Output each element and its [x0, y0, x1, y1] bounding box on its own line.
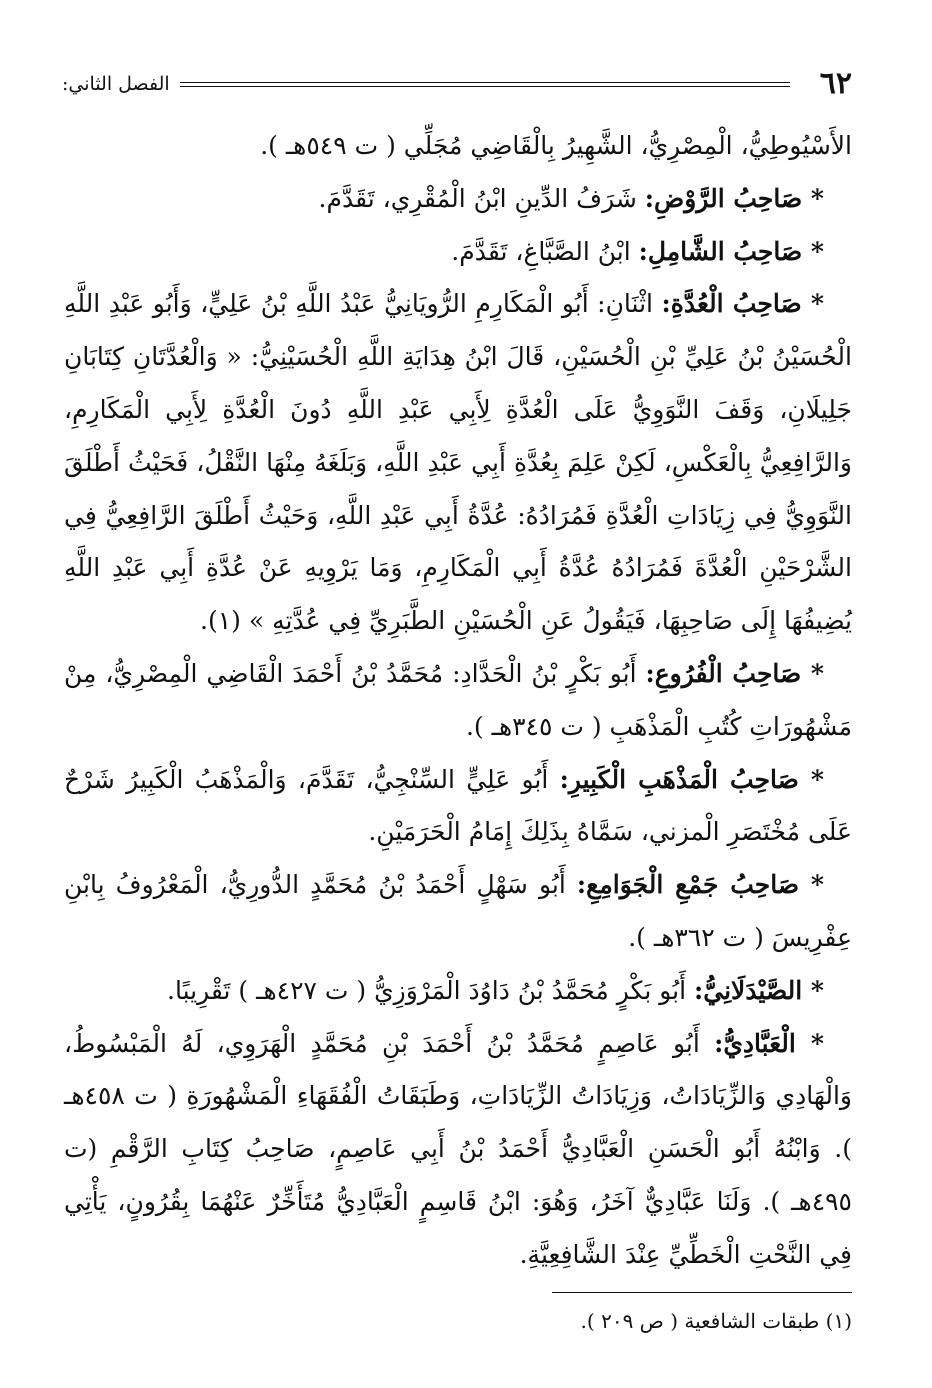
- header-rule: [180, 82, 790, 87]
- paragraph: [64, 1018, 852, 1282]
- main-text: [64, 120, 852, 1282]
- paragraph: [64, 173, 852, 226]
- paragraph: [64, 278, 852, 648]
- page-header: [62, 64, 852, 104]
- entry-text: أَبُو عَاصِمٍ مُحَمَّدُ بْنُ أَحْمَدَ بْنِ مُحَمَّدٍ الْهَرَوِي، لَهُ الْمَبْسُوطُ، وَالْهَادِي وَالزِّيَادَاتُ، وَزِيَادَاتُ الزِّيَادَاتِ، وَطَبَقَاتُ الْفُقَهَاءِ الْمَشْهُورَةِ ( ت ٤٥٨هـ ). وَابْنُهُ أَبُو الْحَسَنِ الْعَبَّادِيُّ أَحْمَدُ بْنُ أَبِي عَاصِمٍ، صَاحِبُ كِتَابِ الرَّقْمِ (ت ٤٩٥هـ ). وَلَنَا عَبَّادِيٌّ آخَرُ، وَهُوَ: ابْنُ قَاسِمٍ الْعَبَّادِيُّ مُتَأَخِّرٌ عَنْهُمَا بِقُرُونٍ، يَأْتِي فِي النَّحْتِ الْخَطِّيِّ عِنْدَ الشَّافِعِيَّةِ.: [64, 1028, 852, 1269]
- entry-term: * صَاحِبُ الشَّامِلِ:: [638, 236, 824, 266]
- paragraph: [64, 965, 852, 1018]
- entry-text: أَبُو سَهْلٍ أَحْمَدُ بْنُ مُحَمَّدٍ الدُّورِيُّ، الْمَعْرُوفُ بِابْنِ عِفْرِيسَ ( ت ٣٦٢هـ ).: [64, 870, 852, 952]
- chapter-title: الفصل الثاني:: [62, 73, 170, 95]
- footnote: (١) طبقات الشافعية ( ص ٢٠٩ ).: [580, 1309, 852, 1333]
- entry-term: * صَاحِبُ الرَّوْضِ:: [644, 183, 824, 213]
- entry-text: الأَسْيُوطِيُّ، الْمِصْرِيُّ، الشَّهِيرُ بِالْقَاضِي مُجَلِّي ( ت ٥٤٩هـ ).: [260, 131, 852, 160]
- entry-term: * صَاحِبُ جَمْعِ الْجَوَامِعِ:: [576, 870, 825, 900]
- entry-text: ابْنُ الصَّبَّاغِ، تَقَدَّمَ.: [451, 236, 639, 266]
- entry-term: * الصَّيْدَلَانِيُّ:: [694, 975, 824, 1005]
- footnote-rule: [552, 1292, 852, 1293]
- entry-text: شَرَفُ الدِّينِ ابْنُ الْمُقْرِي، تَقَدَّمَ.: [318, 183, 645, 213]
- entry-term: * صَاحِبُ الْمَذْهَبِ الْكَبِيرِ:: [559, 764, 824, 794]
- paragraph: [64, 648, 852, 754]
- page-number: ٦٢: [819, 66, 852, 101]
- paragraph: [64, 754, 852, 860]
- paragraph: [64, 859, 852, 965]
- entry-text: أَبُو بَكْرٍ مُحَمَّدُ بْنُ دَاوُدَ الْمَرْوَزِيُّ ( ت ٤٢٧هـ ) تَقْرِيبًا.: [167, 975, 695, 1005]
- entry-term: * الْعَبَّادِيُّ:: [714, 1028, 824, 1058]
- entry-term: * صَاحِبُ الْعُدَّةِ:: [661, 289, 824, 319]
- entry-term: * صَاحِبُ الْفُرُوعِ:: [645, 658, 824, 688]
- paragraph: [64, 226, 852, 279]
- paragraph: [64, 120, 852, 173]
- entry-text: اثْنَانِ: أَبُو الْمَكَارِمِ الرُّويَانِيُّ عَبْدُ اللَّهِ بْنُ عَلِيٍّ، وَأَبُو عَبْدِ اللَّهِ الْحُسَيْنُ بْنُ عَلِيِّ بْنِ الْحُسَيْنِ، قَالَ ابْنُ هِدَايَةِ اللَّهِ الْحُسَيْنِيُّ: « وَالْعُدَّتَانِ كِتَابَانِ جَلِيلَانِ، وَقَفَ النَّوَوِيُّ عَلَى الْعُدَّةِ لِأَبِي عَبْدِ اللَّهِ دُونَ الْعُدَّةِ لِأَبِي الْمَكَارِمِ، وَالرَّافِعِيُّ بِالْعَكْسِ، لَكِنْ عَلِمَ بِعُدَّةِ أَبِي عَبْدِ اللَّهِ، وَبَلَغَهُ مِنْهَا النَّقْلُ، فَحَيْثُ أَطْلَقَ النَّوَوِيُّ فِي زِيَادَاتِ الْعُدَّةِ فَمُرَادُهُ: عُدَّةُ أَبِي عَبْدِ اللَّهِ، وَحَيْثُ أَطْلَقَ الرَّافِعِيُّ فِي الشَّرْحَيْنِ الْعُدَّةَ فَمُرَادُهُ عُدَّةُ أَبِي الْمَكَارِمِ، وَمَا يَرْوِيهِ عَنْ عُدَّةِ أَبِي عَبْدِ اللَّهِ يُضِيفُهَا إِلَى صَاحِبِهَا، فَيَقُولُ عَنِ الْحُسَيْنِ الطَّبَرِيِّ فِي عُدَّتِهِ » (١).: [64, 289, 852, 636]
- entry-text: أَبُو بَكْرٍ بْنُ الْحَدَّادِ: مُحَمَّدُ بْنُ أَحْمَدَ الْقَاضِي الْمِصْرِيُّ، مِنْ مَشْهُورَاتِ كُتُبِ الْمَذْهَبِ ( ت ٣٤٥هـ ).: [64, 658, 852, 741]
- entry-text: أَبُو عَلِيٍّ السِّنْجِيُّ، تَقَدَّمَ، وَالْمَذْهَبُ الْكَبِيرُ شَرْحٌ عَلَى مُخْتَصَرِ الْمزني، سَمَّاهُ بِذَلِكَ إِمَامُ الْحَرَمَيْنِ.: [64, 764, 852, 847]
